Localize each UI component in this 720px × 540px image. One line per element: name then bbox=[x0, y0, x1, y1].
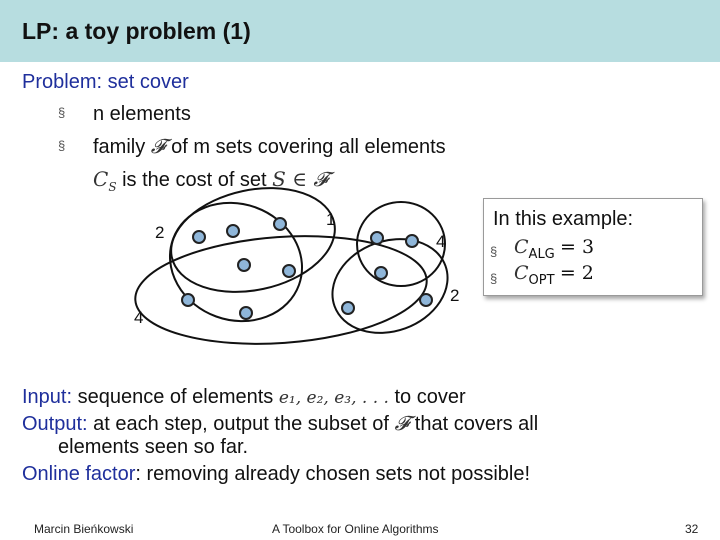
bullet-marker: § bbox=[490, 244, 498, 259]
footer-author: Marcin Bieńkowski bbox=[34, 522, 134, 536]
element-sequence: e₁, e₂, e₃, . . . bbox=[278, 388, 389, 408]
online-factor-text: : removing already chosen sets not possible! bbox=[135, 463, 531, 485]
cost-symbol: C bbox=[93, 167, 109, 191]
element-node bbox=[227, 225, 239, 237]
element-node bbox=[420, 294, 432, 306]
element-node bbox=[274, 218, 286, 230]
alg-cost-symbol: C bbox=[514, 236, 529, 258]
bullet-marker: § bbox=[490, 271, 498, 286]
set-cost-label: 2 bbox=[450, 286, 460, 305]
set-cost-label: 2 bbox=[155, 223, 165, 242]
example-heading: In this example: bbox=[493, 208, 634, 230]
element-node bbox=[371, 232, 383, 244]
element-node bbox=[406, 235, 418, 247]
output-line bbox=[22, 411, 538, 436]
input-pre: sequence of elements bbox=[72, 386, 279, 408]
output-line-2: elements seen so far. bbox=[58, 436, 249, 458]
output-label: Output: bbox=[22, 413, 88, 435]
bullet-marker: § bbox=[58, 138, 66, 153]
output-post: that covers all bbox=[409, 413, 539, 435]
cost-line-text: is the cost of set bbox=[116, 169, 273, 191]
alg-cost-value: = 3 bbox=[560, 236, 595, 258]
opt-cost-sub: OPT bbox=[528, 272, 555, 288]
family-symbol: 𝓕 bbox=[150, 134, 166, 158]
opt-cost-symbol: C bbox=[514, 262, 529, 284]
input-label: Input: bbox=[22, 386, 73, 408]
set-cost-label: 1 bbox=[326, 210, 336, 229]
set-ellipse-bottom bbox=[132, 227, 431, 353]
opt-cost-value: = 2 bbox=[559, 262, 594, 284]
online-factor-line bbox=[22, 462, 530, 486]
alg-cost-sub: ALG bbox=[528, 246, 555, 262]
footer-course: A Toolbox for Online Algorithms bbox=[272, 522, 439, 536]
set-ellipse-right bbox=[357, 202, 445, 286]
element-node bbox=[375, 267, 387, 279]
element-node bbox=[240, 307, 252, 319]
cost-symbol-sub: S bbox=[108, 180, 117, 194]
set-cost-label: 4 bbox=[436, 232, 446, 251]
element-node bbox=[182, 294, 194, 306]
example-box bbox=[483, 198, 703, 296]
bullet-family-pre: family bbox=[93, 136, 151, 158]
output-pre: at each step, output the subset of bbox=[87, 413, 395, 435]
online-factor-label: Online factor bbox=[22, 463, 136, 485]
problem-heading: Problem: set cover bbox=[22, 71, 189, 93]
family-symbol: 𝓕 bbox=[394, 411, 410, 435]
set-cost-label: 4 bbox=[134, 308, 144, 327]
element-node bbox=[193, 231, 205, 243]
input-post: to cover bbox=[388, 386, 466, 408]
set-ellipse-left bbox=[153, 185, 319, 340]
page-number: 32 bbox=[685, 522, 699, 536]
bullet-n-elements: n elements bbox=[93, 103, 191, 125]
opt-cost-row bbox=[514, 261, 594, 293]
bullet-family-post: of m sets covering all elements bbox=[165, 136, 446, 158]
input-line bbox=[22, 385, 466, 410]
slide-title: LP: a toy problem (1) bbox=[22, 18, 251, 44]
element-node bbox=[342, 302, 354, 314]
bullet-marker: § bbox=[58, 105, 66, 120]
set-membership: S ∈ 𝓕 bbox=[272, 167, 329, 191]
element-node bbox=[238, 259, 250, 271]
element-node bbox=[283, 265, 295, 277]
